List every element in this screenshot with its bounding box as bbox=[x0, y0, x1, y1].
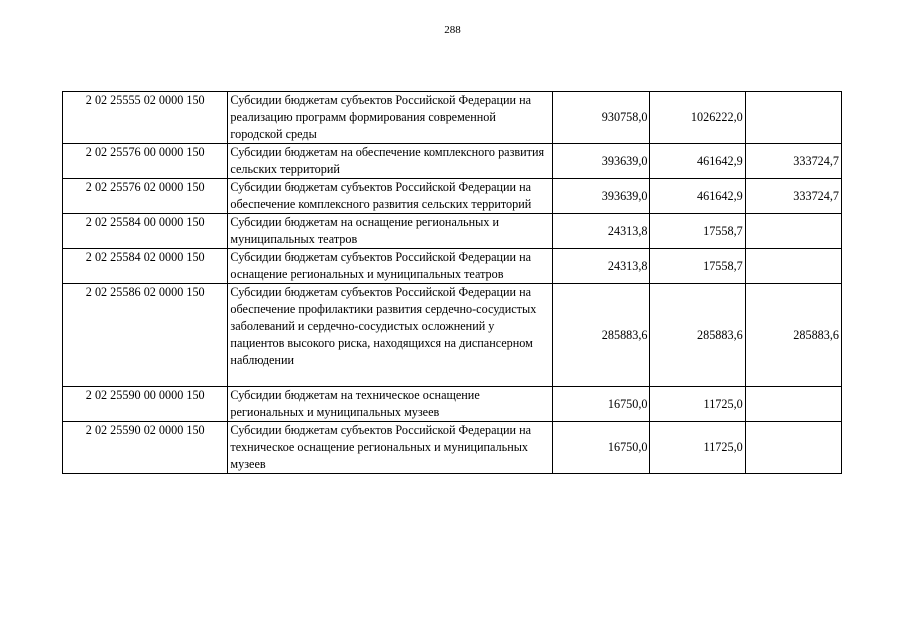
amount-year-3: 285883,6 bbox=[745, 284, 841, 387]
amount-year-2: 11725,0 bbox=[650, 387, 745, 422]
revenue-name: Субсидии бюджетам на оснащение региональных и муниципальных театров bbox=[228, 214, 553, 249]
table-row bbox=[63, 422, 842, 474]
amount-year-3: 333724,7 bbox=[745, 144, 841, 179]
amount-year-3: 333724,7 bbox=[745, 179, 841, 214]
table-row bbox=[63, 249, 842, 284]
amount-year-2: 285883,6 bbox=[650, 284, 745, 387]
table-row bbox=[63, 92, 842, 144]
revenue-name: Субсидии бюджетам субъектов Российской Федерации на техническое оснащение региональных и муниципальных музеев bbox=[228, 422, 553, 474]
revenue-name: Субсидии бюджетам субъектов Российской Федерации на обеспечение комплексного развития сельских территорий bbox=[228, 179, 553, 214]
table-row bbox=[63, 144, 842, 179]
amount-year-3 bbox=[745, 422, 841, 474]
amount-year-2: 461642,9 bbox=[650, 144, 745, 179]
amount-year-1: 16750,0 bbox=[553, 387, 650, 422]
revenue-name: Субсидии бюджетам на техническое оснащение региональных и муниципальных музеев bbox=[228, 387, 553, 422]
amount-year-2: 17558,7 bbox=[650, 249, 745, 284]
page-number: 288 bbox=[444, 24, 461, 36]
revenue-name: Субсидии бюджетам субъектов Российской Федерации на оснащение региональных и муниципальных театров bbox=[228, 249, 553, 284]
budget-code: 2 02 25555 02 0000 150 bbox=[63, 92, 228, 144]
budget-code: 2 02 25590 02 0000 150 bbox=[63, 422, 228, 474]
amount-year-1: 393639,0 bbox=[553, 179, 650, 214]
revenue-name: Субсидии бюджетам на обеспечение комплексного развития сельских территорий bbox=[228, 144, 553, 179]
budget-code: 2 02 25586 02 0000 150 bbox=[63, 284, 228, 387]
amount-year-1: 16750,0 bbox=[553, 422, 650, 474]
table-row bbox=[63, 179, 842, 214]
table-row bbox=[63, 214, 842, 249]
budget-code: 2 02 25576 00 0000 150 bbox=[63, 144, 228, 179]
amount-year-2: 1026222,0 bbox=[650, 92, 745, 144]
budget-table bbox=[62, 91, 842, 474]
budget-code: 2 02 25576 02 0000 150 bbox=[63, 179, 228, 214]
amount-year-1: 393639,0 bbox=[553, 144, 650, 179]
budget-code: 2 02 25590 00 0000 150 bbox=[63, 387, 228, 422]
amount-year-3 bbox=[745, 249, 841, 284]
amount-year-2: 11725,0 bbox=[650, 422, 745, 474]
amount-year-1: 24313,8 bbox=[553, 214, 650, 249]
table-row bbox=[63, 387, 842, 422]
amount-year-1: 24313,8 bbox=[553, 249, 650, 284]
amount-year-1: 285883,6 bbox=[553, 284, 650, 387]
revenue-name: Субсидии бюджетам субъектов Российской Федерации на обеспечение профилактики развития сердечно-сосудистых заболеваний и сердечно-сосудистых осложнений у пациентов высокого риска, находящихся на диспансерном наблюдении bbox=[228, 284, 553, 387]
amount-year-2: 461642,9 bbox=[650, 179, 745, 214]
budget-code: 2 02 25584 02 0000 150 bbox=[63, 249, 228, 284]
amount-year-3 bbox=[745, 214, 841, 249]
amount-year-2: 17558,7 bbox=[650, 214, 745, 249]
revenue-name: Субсидии бюджетам субъектов Российской Федерации на реализацию программ формирования современной городской среды bbox=[228, 92, 553, 144]
amount-year-3 bbox=[745, 92, 841, 144]
amount-year-1: 930758,0 bbox=[553, 92, 650, 144]
table-row bbox=[63, 284, 842, 387]
amount-year-3 bbox=[745, 387, 841, 422]
budget-code: 2 02 25584 00 0000 150 bbox=[63, 214, 228, 249]
